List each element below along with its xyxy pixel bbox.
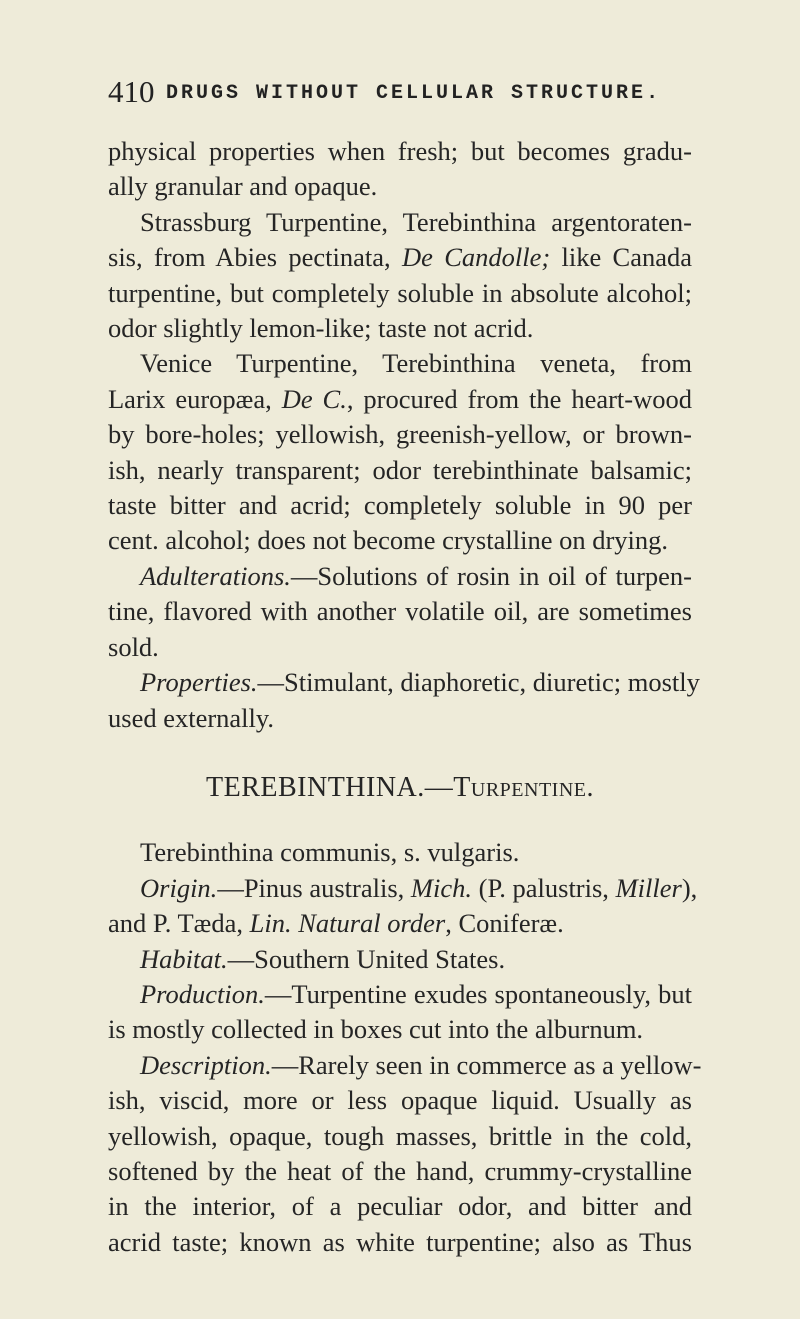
section-label-origin: Origin. <box>140 872 218 903</box>
text-span: sis, from Abies pectinata, <box>108 242 402 273</box>
text-span: ), <box>681 872 698 903</box>
text-line: acrid taste; known as white turpentine; also as Thus <box>108 1226 692 1257</box>
section-label-production: Production. <box>140 978 265 1009</box>
running-head <box>108 74 698 114</box>
author-citation: Miller <box>615 872 682 903</box>
text-line: Venice Turpentine, Terebinthina veneta, from <box>140 348 692 379</box>
text-line: Strassburg Turpentine, Terebinthina argentoraten- <box>140 206 692 237</box>
text-span: —Stimulant, diaphoretic, diuretic; mostly <box>257 667 700 698</box>
running-title: DRUGS WITHOUT CELLULAR STRUCTURE. <box>166 82 662 105</box>
text-span: (P. palustris, <box>472 872 616 903</box>
text-line <box>108 906 692 941</box>
text-line <box>108 559 692 594</box>
text-line <box>108 942 692 977</box>
text-line: Terebinthina communis, s. vulgaris. <box>140 837 520 868</box>
text-line <box>108 871 698 906</box>
text-line: physical properties when fresh; but becomes gradu- <box>108 136 692 166</box>
text-span: —Rarely seen in commerce as a yellow- <box>271 1049 702 1080</box>
text-span: —Southern United States. <box>227 943 506 974</box>
text-span: Larix europæa, <box>108 383 282 414</box>
body-text <box>108 134 702 1260</box>
text-line: yellowish, opaque, tough masses, brittle in the cold, <box>108 1120 692 1151</box>
section-heading <box>108 770 692 805</box>
text-span: , Coniferæ. <box>445 908 564 939</box>
text-line <box>108 382 692 417</box>
text-line <box>108 1048 702 1083</box>
text-span: like Canada <box>550 242 693 273</box>
author-citation: Lin. <box>249 908 292 939</box>
text-line <box>108 977 692 1012</box>
text-line: is mostly collected in boxes cut into the alburnum. <box>108 1014 644 1045</box>
text-span: —Solutions of rosin in oil of turpen- <box>290 560 692 591</box>
text-line: by bore-holes; yellowish, greenish-yellow, or brown- <box>108 419 692 450</box>
text-line: cent. alcohol; does not become crystalline on drying. <box>108 525 669 556</box>
section-label-adulterations: Adulterations. <box>140 560 291 591</box>
text-line: tine, flavored with another volatile oil, are sometimes <box>108 596 692 627</box>
section-label-properties: Properties. <box>140 667 258 698</box>
author-citation: De C. <box>281 383 347 414</box>
author-citation: De Candolle; <box>401 242 551 273</box>
text-span: —Pinus australis, <box>217 872 411 903</box>
text-line: in the interior, of a peculiar odor, and bitter and <box>108 1191 692 1222</box>
heading-subtitle: Turpentine. <box>453 771 594 803</box>
text-line: used externally. <box>108 702 275 733</box>
text-line: ish, viscid, more or less opaque liquid. Usually as <box>108 1085 692 1116</box>
text-line: ally granular and opaque. <box>108 171 378 202</box>
section-label-habitat: Habitat. <box>140 943 228 974</box>
text-line: odor slightly lemon-like; taste not acrid. <box>108 313 534 344</box>
text-line: taste bitter and acrid; completely soluble in 90 per <box>108 490 692 521</box>
text-line <box>108 665 700 700</box>
page-number: 410 <box>108 74 155 109</box>
author-citation: Mich. <box>410 872 472 903</box>
natural-order-label: Natural order <box>298 908 446 939</box>
section-label-description: Description. <box>140 1049 272 1080</box>
text-span: —Turpentine exudes spontaneously, but <box>264 978 692 1009</box>
text-span: , procured from the heart-wood <box>346 383 692 414</box>
heading-main: TEREBINTHINA. <box>205 771 425 803</box>
text-line: softened by the heat of the hand, crummy-crystalline <box>108 1155 692 1186</box>
text-line: turpentine, but completely soluble in absolute alcohol; <box>108 277 692 308</box>
text-line <box>108 240 692 275</box>
text-line: sold. <box>108 631 159 662</box>
heading-dash: — <box>424 771 454 803</box>
text-span: and P. Tæda, <box>108 908 250 939</box>
text-line: ish, nearly transparent; odor terebinthinate balsamic; <box>108 454 692 485</box>
